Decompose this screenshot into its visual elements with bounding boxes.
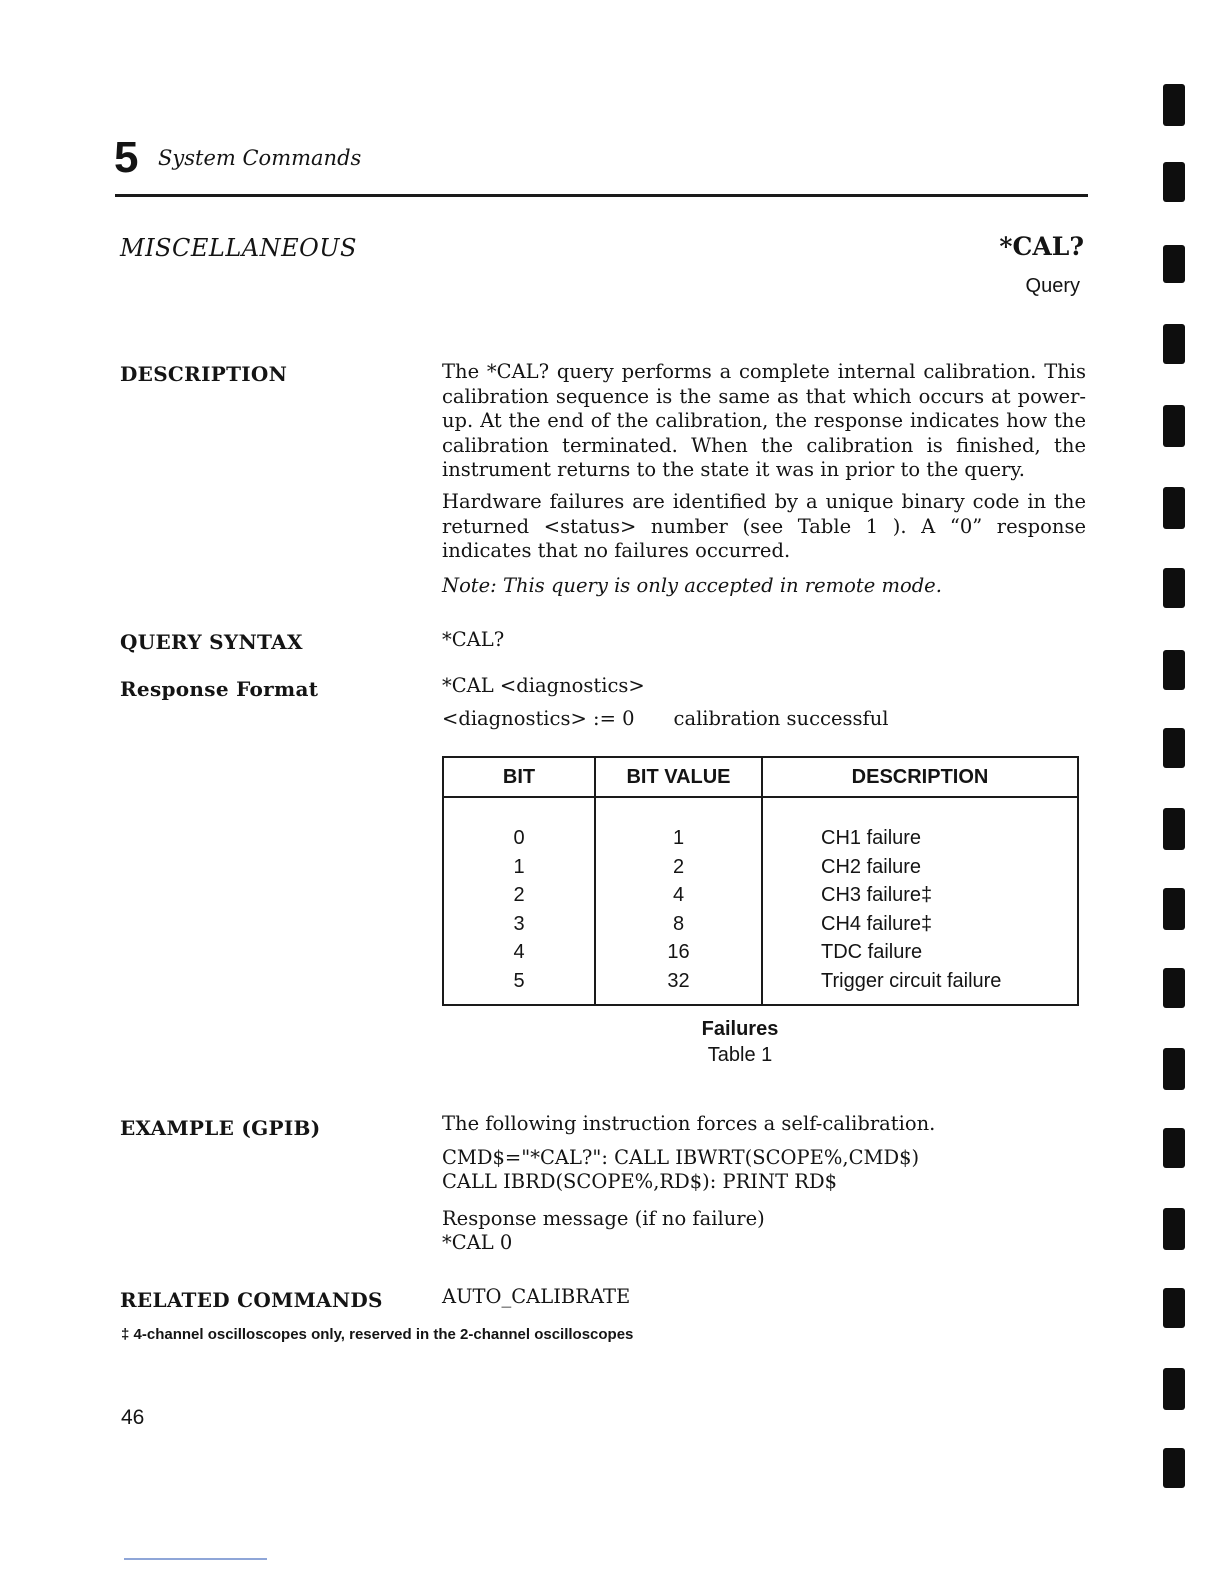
bit-value-column xyxy=(595,797,762,1005)
related-commands-value: AUTO_CALIBRATE xyxy=(442,1285,631,1308)
bit-cell: 5 xyxy=(513,969,525,992)
example-label: EXAMPLE (GPIB) xyxy=(120,1116,321,1140)
binder-mark xyxy=(1163,162,1185,202)
binder-mark xyxy=(1163,1048,1185,1090)
binder-mark xyxy=(1163,1288,1185,1328)
description-column xyxy=(762,797,1078,1005)
binder-mark xyxy=(1163,968,1185,1008)
binder-mark xyxy=(1163,245,1185,283)
binder-mark xyxy=(1163,808,1185,850)
page-number: 46 xyxy=(121,1406,145,1429)
bit-value-cell: 1 xyxy=(672,827,685,849)
query-syntax-value: *CAL? xyxy=(442,628,505,651)
table-header-description: DESCRIPTION xyxy=(762,757,1078,797)
header-rule xyxy=(115,194,1088,197)
binder-mark xyxy=(1163,405,1185,447)
scan-edge-line xyxy=(124,1558,267,1560)
binder-mark xyxy=(1163,568,1185,608)
chapter-title: System Commands xyxy=(158,146,362,170)
response-format-label: Response Format xyxy=(120,677,319,701)
description-label: DESCRIPTION xyxy=(120,362,288,386)
example-response-value: *CAL 0 xyxy=(442,1231,513,1254)
command-name: *CAL? xyxy=(999,232,1084,261)
related-commands-label: RELATED COMMANDS xyxy=(120,1288,383,1312)
binder-mark xyxy=(1163,84,1185,126)
description-cell: CH2 failure xyxy=(821,855,922,878)
response-format-line-1: *CAL <diagnostics> xyxy=(442,674,645,697)
description-paragraph-2: Hardware failures are identified by a unique binary code in the returned <status> number (see Table 1 ). A “0” response indicates that no failures occurred. xyxy=(442,490,1086,562)
description-cell: CH1 failure xyxy=(821,827,922,849)
binder-mark xyxy=(1163,728,1185,768)
example-code-line-1: CMD$="*CAL?": CALL IBWRT(SCOPE%,CMD$) xyxy=(442,1146,920,1169)
example-code-line-2: CALL IBRD(SCOPE%,RD$): PRINT RD$ xyxy=(442,1170,837,1193)
bit-value-cell: 2 xyxy=(672,855,685,878)
description-paragraph-1: The *CAL? query performs a complete internal calibration. This calibration sequence is the same as that which occurs at power-up. At the end of the calibration, the response indicates how the calibration terminated. When the calibration is finished, the instrument returns to the state it was in prior to the query. xyxy=(442,360,1086,481)
footnote: ‡ 4-channel oscilloscopes only, reserved in the 2-channel oscilloscopes xyxy=(121,1326,634,1343)
response-format-line-2: <diagnostics> := 0 calibration successful xyxy=(442,707,889,730)
binder-mark xyxy=(1163,1448,1185,1488)
chapter-number: 5 xyxy=(114,133,139,182)
binder-mark xyxy=(1163,650,1185,690)
binder-mark xyxy=(1163,1368,1185,1410)
bit-cell: 3 xyxy=(513,912,525,935)
table-caption-number: Table 1 xyxy=(707,1044,773,1066)
bit-column xyxy=(443,797,595,1005)
bit-cell: 4 xyxy=(513,941,525,963)
binder-mark xyxy=(1163,487,1185,529)
failures-table xyxy=(442,756,1079,1006)
example-response-label: Response message (if no failure) xyxy=(442,1207,765,1230)
example-intro: The following instruction forces a self-calibration. xyxy=(442,1112,936,1135)
description-cell: CH3 failure‡ xyxy=(821,884,933,906)
description-cell: TDC failure xyxy=(821,941,923,963)
table-header-bit: BIT xyxy=(443,757,595,797)
table-header-bit-value: BIT VALUE xyxy=(595,757,762,797)
bit-cell: 1 xyxy=(513,855,525,878)
bit-cell: 0 xyxy=(513,827,525,849)
binder-mark xyxy=(1163,324,1185,364)
table-caption-title: Failures xyxy=(701,1018,779,1040)
binder-mark xyxy=(1163,888,1185,930)
bit-value-cell: 8 xyxy=(672,912,685,935)
description-cell: Trigger circuit failure xyxy=(821,969,1002,992)
bit-value-cell: 32 xyxy=(667,969,690,992)
bit-value-cell: 4 xyxy=(672,884,685,906)
bit-cell: 2 xyxy=(513,884,525,906)
binder-mark xyxy=(1163,1128,1185,1168)
binder-mark xyxy=(1163,1208,1185,1250)
description-note: Note: This query is only accepted in remote mode. xyxy=(442,574,942,597)
query-syntax-label: QUERY SYNTAX xyxy=(120,630,303,654)
bit-value-cell: 16 xyxy=(667,941,690,963)
command-type: Query xyxy=(1025,275,1080,297)
section-title: MISCELLANEOUS xyxy=(120,234,357,262)
description-cell: CH4 failure‡ xyxy=(821,912,933,935)
